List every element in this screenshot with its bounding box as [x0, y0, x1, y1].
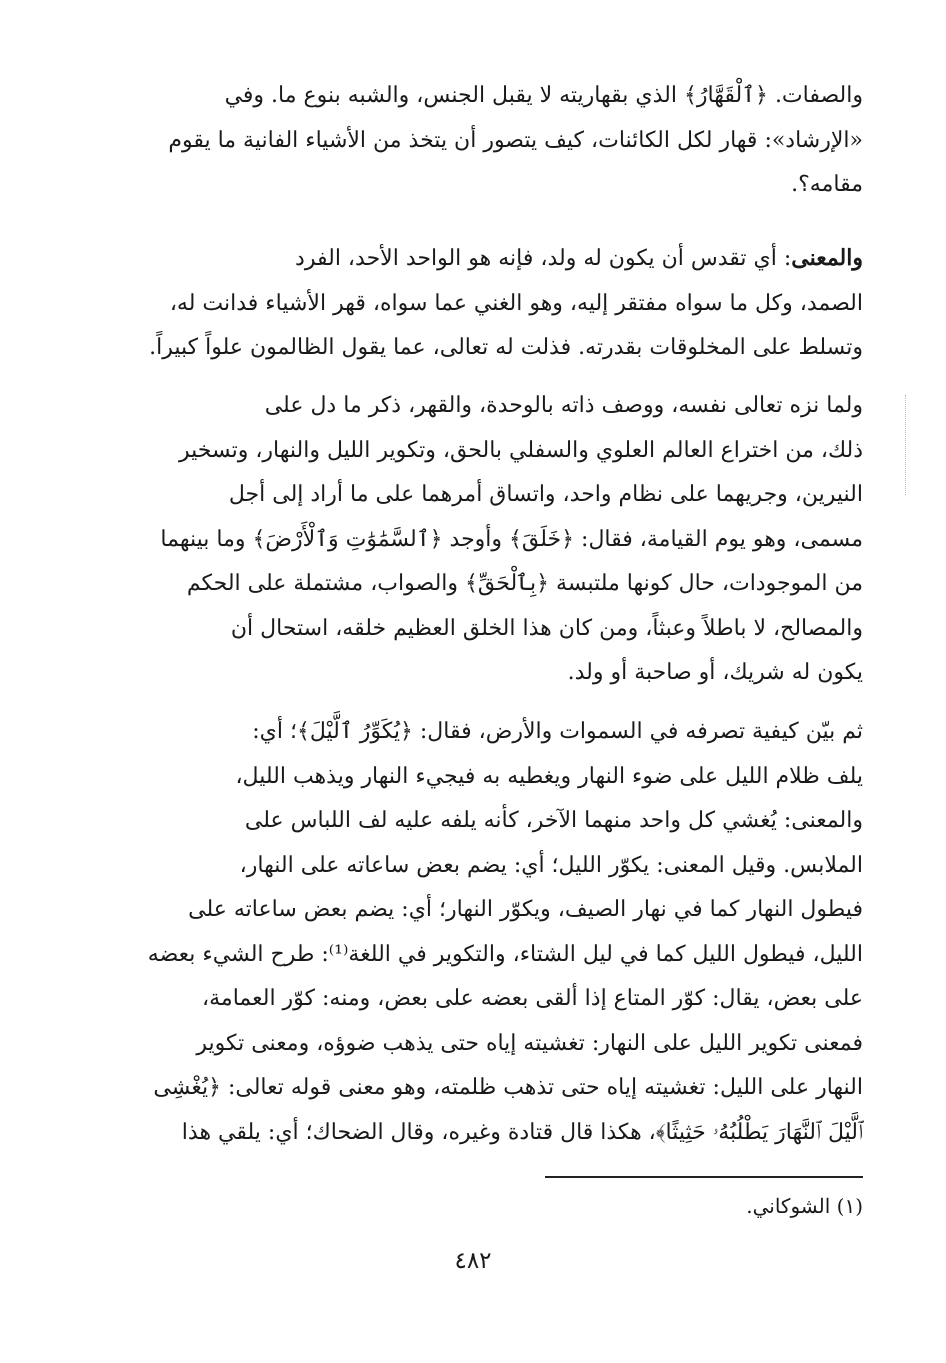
text-line-rest: : أي تقدس أن يكون له ولد، فإنه هو الواحد الأحد، الفرد	[295, 246, 792, 271]
text-line: النهار على الليل: تغشيته إياه حتى تذهب ظلمته، وهو معنى قوله تعالى: ﴿يُغْشِى	[153, 1075, 863, 1100]
text-line: النيرين، وجريهما على نظام واحد، واتساق أمرهما على ما أراد إلى أجل	[228, 482, 863, 507]
footnote: (١) الشوكاني.	[746, 1194, 863, 1218]
text-line: على بعض، يقال: كوّر المتاع إذا ألقى بعضه على بعض، ومنه: كوّر العمامة،	[202, 986, 863, 1011]
paragraph-2	[88, 236, 863, 371]
text-line: مسمى، وهو يوم القيامة، فقال: ﴿خَلَقَ﴾ وأوجد ﴿ٱلسَّمَٰوَٰتِ وَٱلْأَرْضَ﴾ وما بينهما	[160, 526, 863, 552]
text-line	[88, 236, 863, 282]
text-line: فيطول النهار كما في نهار الصيف، ويكوّر النهار؛ أي: يضم بعض ساعاته على	[188, 897, 863, 922]
text-line: والمعنى: يُغشي كل واحد منهما الآخر، كأنه يلفه عليه لف اللباس على	[244, 808, 863, 833]
text-line: الصمد، وكل ما سواه مفتقر إليه، وهو الغني عما سواه، قهر الأشياء فدانت له،	[169, 290, 863, 316]
paragraph-3	[88, 384, 863, 696]
text-line: من الموجودات، حال كونها ملتبسة ﴿بِٱلْحَقِّ﴾ والصواب، مشتملة على الحكم	[186, 571, 863, 596]
scan-edge-marks	[899, 395, 906, 495]
text-line: وتسلط على المخلوقات بقدرته. فذلت له تعالى، عما يقول الظالمون علواً كبيراً.	[149, 335, 863, 360]
text-line: الملابس. وقيل المعنى: يكوّر الليل؛ أي: يضم بعض ساعاته على النهار،	[239, 852, 863, 878]
page-number: ٤٨٢	[454, 1248, 492, 1274]
text-line: يكون له شريك، أو صاحبة أو ولد.	[567, 660, 863, 685]
text-line: ذلك، من اختراع العالم العلوي والسفلي بالحق، وتكوير الليل والنهار، وتسخير	[178, 437, 863, 463]
text-line: ثم بيّن كيفية تصرفه في السموات والأرض، فقال: ﴿يُكَوِّرُ ٱلَّيْلَ﴾؛ أي:	[252, 719, 863, 744]
text-line: فمعنى تكوير الليل على النهار: تغشيته إياه حتى يذهب ضوؤه، ومعنى تكوير	[196, 1030, 863, 1056]
paragraph-1	[88, 74, 863, 208]
text-line: والمصالح، لا باطلاً وعبثاً، ومن كان هذا الخلق العظيم خلقه، استحال أن	[230, 615, 863, 641]
text-line: والصفات. ﴿ٱلْقَهَّارُ﴾ الذي بقهاريته لا يقبل الجنس، والشبه بنوع ما. وفي	[224, 83, 863, 108]
text-line: مقامه؟.	[791, 172, 863, 197]
paragraph-4	[88, 710, 863, 1155]
lead-word: والمعنى	[791, 245, 863, 271]
text-line: الليل، فيطول الليل كما في ليل الشتاء، والتكوير في اللغة⁽¹⁾: طرح الشيء بعضه	[147, 941, 863, 967]
text-line: «الإرشاد»: قهار لكل الكائنات، كيف يتصور أن يتخذ من الأشياء الفانية ما يقوم	[168, 127, 863, 153]
text-line: ولما نزه تعالى نفسه، ووصف ذاته بالوحدة، والقهر، ذكر ما دل على	[264, 393, 863, 418]
text-line: يلف ظلام الليل على ضوء النهار ويغطيه به فيجيء النهار ويذهب الليل،	[235, 763, 863, 789]
footnote-divider	[545, 1176, 863, 1178]
text-line: ٱلَّيْلَ ٱلنَّهَارَ يَطْلُبُهُۥ حَثِيثًا﴾، هكذا قال قتادة وغيره، وقال الضحاك؛ أي: يلقي هذا	[181, 1119, 863, 1145]
